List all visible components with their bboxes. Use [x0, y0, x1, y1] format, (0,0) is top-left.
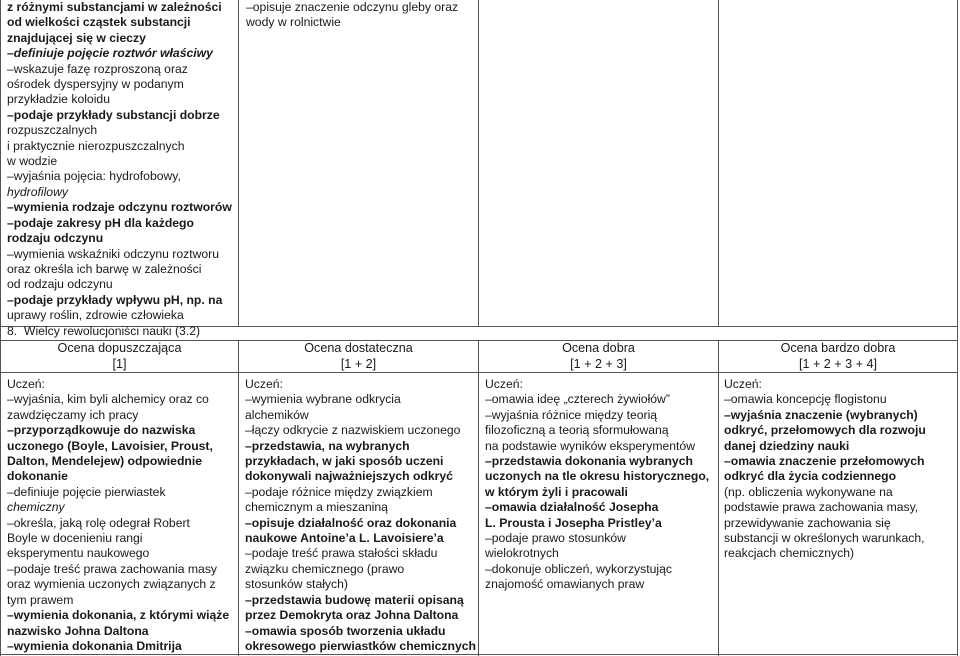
text-line: alchemików: [245, 407, 309, 422]
header-ocena-bardzo-dobra: [719, 340, 957, 372]
text-line: i praktycznie nierozpuszczalnych: [7, 138, 185, 153]
text-line: –podaje przykłady wpływu pH, np. na: [7, 292, 223, 307]
text-line: –wyjaśnia pojęcia: hydrofobowy,: [7, 169, 181, 184]
text-line: –podaje przykłady substancji dobrze: [7, 107, 220, 122]
text-line: eksperymentu naukowego: [7, 546, 150, 561]
text-line: dokonanie: [7, 469, 68, 484]
text-line: okresowego pierwiastków chemicznych: [245, 638, 476, 653]
text-line: uczonych na tle okresu historycznego,: [485, 469, 710, 484]
text-line: dokonywali najważniejszych odkryć: [245, 469, 453, 484]
grade-column-dostateczna: [245, 377, 477, 655]
table-border-col3-lower: [718, 340, 719, 656]
text-line: związku chemicznego (prawo: [245, 561, 405, 576]
previous-section-col2: [246, 0, 476, 326]
table-border-left: [0, 0, 1, 656]
text-line: –wskazuje fazę rozproszoną oraz: [7, 61, 188, 76]
text-line: substancji w określonych warunkach,: [724, 531, 925, 546]
text-line: podstawie prawa zachowania masy,: [724, 500, 919, 515]
table-border-col3: [718, 0, 719, 326]
text-line: chemicznym a mieszaniną: [245, 500, 388, 515]
text-line: (np. obliczenia wykonywane na: [724, 484, 893, 499]
text-line: hydrofilowy: [7, 184, 68, 199]
text-line: uczonego (Boyle, Lavoisier, Proust,: [7, 438, 213, 453]
text-line: –wymienia dokonania, z którymi wiąże: [7, 608, 230, 623]
text-line: od wielkości cząstek substancji: [7, 15, 191, 30]
text-line: –definiuje pojęcie pierwiastek: [7, 484, 166, 499]
table-border-col2: [478, 0, 479, 326]
table-border-col1-lower: [238, 340, 239, 656]
text-line: znajdującej się w cieczy: [7, 30, 146, 45]
text-line: –opisuje znaczenie odczynu gleby oraz: [246, 0, 459, 14]
text-line: L. Prousta i Josepha Pristley’a: [485, 515, 662, 530]
section-title: 8. Wielcy rewolucjoniści nauki (3.2): [7, 324, 201, 338]
text-line: nazwisko Johna Daltona: [7, 623, 149, 638]
text-line: –wyjaśnia znaczenie (wybranych): [724, 407, 918, 422]
text-line: –przyporządkowuje do nazwiska: [7, 423, 196, 438]
text-line: –przedstawia dokonania wybranych: [485, 454, 693, 469]
table-border-col1: [238, 0, 239, 326]
text-line: –opisuje działalność oraz dokonania: [245, 515, 457, 530]
header-grade-range: [1]: [112, 357, 127, 371]
text-line: –przedstawia, na wybranych: [245, 438, 410, 453]
text-line: reakcjach chemicznych): [724, 546, 855, 561]
text-line: –podaje różnice między związkiem: [245, 484, 433, 499]
text-line: zawdzięczamy ich pracy: [7, 407, 139, 422]
text-line: –podaje treść prawa stałości składu: [245, 546, 438, 561]
text-line: filozoficzną a teorią sformułowaną: [485, 423, 669, 438]
text-line: –podaje treść prawa zachowania masy: [7, 561, 218, 576]
text-line: Uczeń:: [724, 377, 762, 391]
table-border-right: [957, 0, 958, 656]
text-line: z różnymi substancjami w zależności: [7, 0, 222, 14]
text-line: danej dziedziny nauki: [724, 438, 850, 453]
text-line: w którym żyli i pracowali: [485, 484, 628, 499]
header-ocena-dostateczna: [239, 340, 478, 372]
text-line: odkryć dla życia codziennego: [724, 469, 897, 484]
text-line: –omawia koncepcję flogistonu: [724, 392, 887, 407]
text-line: rozpuszczalnych: [7, 123, 98, 138]
grade-column-dopuszczajaca: [7, 377, 237, 655]
text-line: –wymienia rodzaje odczynu roztworów: [7, 200, 232, 215]
text-line: –wymienia wskaźniki odczynu roztworu: [7, 246, 220, 261]
text-line: przewidywanie zachowania się: [724, 515, 891, 530]
text-line: Uczeń:: [7, 377, 45, 391]
header-grade-range: [1 + 2 + 3 + 4]: [798, 357, 878, 371]
header-grade-name: Ocena bardzo dobra: [780, 341, 896, 355]
text-line: uprawy roślin, zdrowie człowieka: [7, 308, 184, 323]
text-line: stosunków stałych): [245, 577, 348, 592]
text-line: –wyjaśnia różnice między teorią: [485, 407, 658, 422]
text-line: znajomość omawianych praw: [485, 577, 645, 592]
text-line: rodzaju odczynu: [7, 231, 104, 246]
text-line: chemiczny: [7, 500, 65, 515]
text-line: na podstawie wyników eksperymentów: [485, 438, 695, 453]
text-line: –omawia ideę „czterech żywiołów”: [485, 392, 670, 407]
text-line: oraz wymienia uczonych związanych z: [7, 577, 216, 592]
text-line: Dalton, Mendelejew) odpowiednie: [7, 454, 203, 469]
text-line: oraz określa ich barwę w zależności: [7, 261, 202, 276]
text-line: –przedstawia budowę materii opisaną: [245, 592, 464, 607]
text-line: naukowe Antoine’a L. Lavoisiere’a: [245, 531, 444, 546]
text-line: wielokrotnych: [485, 546, 559, 561]
grade-column-bardzo-dobra: [724, 377, 956, 655]
text-line: –definiuje pojęcie roztwór właściwy: [7, 46, 213, 61]
header-grade-range: [1 + 2]: [340, 357, 377, 371]
header-grade-name: Ocena dostateczna: [304, 341, 413, 355]
text-line: –omawia działalność Josepha: [485, 500, 659, 515]
text-line: Uczeń:: [245, 377, 283, 391]
text-line: Uczeń:: [485, 377, 523, 391]
text-line: ośrodek dyspersyjny w podanym: [7, 77, 184, 92]
grade-column-dobra: [485, 377, 717, 655]
text-line: –podaje zakresy pH dla każdego: [7, 215, 194, 230]
text-line: od rodzaju odczynu: [7, 277, 113, 292]
text-line: –wymienia wybrane odkrycia: [245, 392, 401, 407]
previous-section-col1: [7, 0, 237, 326]
header-grade-name: Ocena dobra: [562, 341, 635, 355]
header-ocena-dobra: [479, 340, 718, 372]
text-line: odkryć, przełomowych dla rozwoju: [724, 423, 926, 438]
text-line: w wodzie: [7, 154, 58, 169]
text-line: wody w rolnictwie: [246, 15, 341, 30]
text-line: –wyjaśnia, kim byli alchemicy oraz co: [7, 392, 209, 407]
header-ocena-dopuszczajaca: [1, 340, 238, 372]
text-line: tym prawem: [7, 592, 74, 607]
header-bottom-border: [0, 372, 958, 373]
text-line: –omawia sposób tworzenia układu: [245, 623, 446, 638]
text-line: Boyle w docenieniu rangi: [7, 531, 143, 546]
text-line: –łączy odkrycie z nazwiskiem uczonego: [245, 423, 461, 438]
header-grade-name: Ocena dopuszczająca: [57, 341, 182, 355]
text-line: –określa, jaką rolę odegrał Robert: [7, 515, 190, 530]
text-line: przez Demokryta oraz Johna Daltona: [245, 608, 459, 623]
header-grade-range: [1 + 2 + 3]: [570, 357, 627, 371]
table-border-col2-lower: [478, 340, 479, 656]
text-line: przykładzie koloidu: [7, 92, 110, 107]
text-line: przykładach, w jaki sposób uczeni: [245, 454, 444, 469]
text-line: –omawia znaczenie przełomowych: [724, 454, 925, 469]
text-line: –dokonuje obliczeń, wykorzystując: [485, 561, 672, 576]
text-line: –podaje prawo stosunków: [485, 531, 626, 546]
text-line: –wymienia dokonania Dmitrija: [7, 638, 182, 653]
